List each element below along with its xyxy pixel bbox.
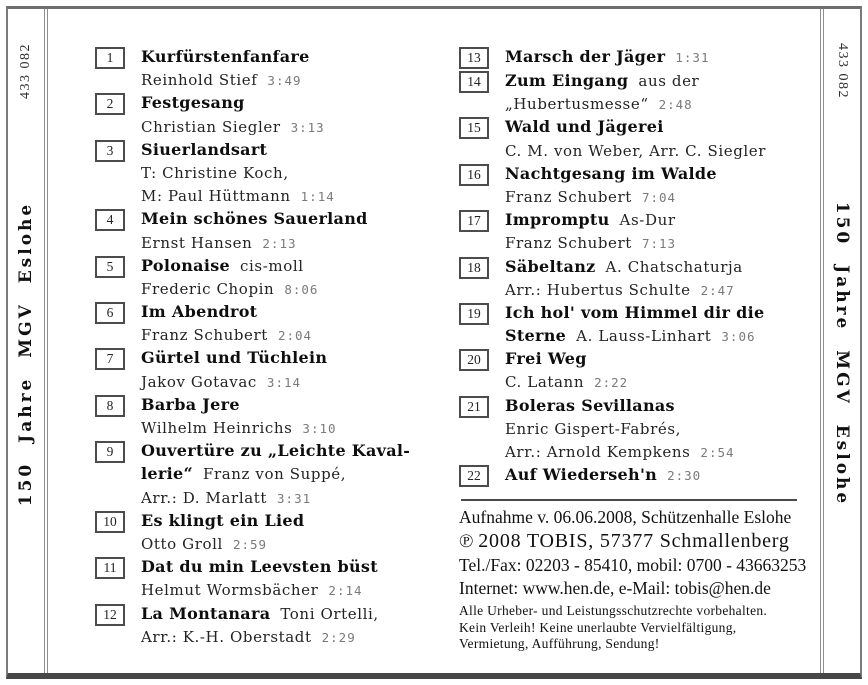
track-credit: cis-moll bbox=[240, 256, 304, 275]
track-duration: 2:54 bbox=[700, 445, 735, 460]
track-title: Zum Eingang bbox=[505, 71, 629, 90]
track-number-cell bbox=[459, 255, 505, 279]
track-title: Sterne bbox=[505, 326, 567, 346]
track-line bbox=[141, 346, 459, 369]
track-duration: 2:47 bbox=[700, 282, 735, 298]
track-credit: Enric Gispert-Fabrés, bbox=[505, 419, 682, 438]
track-text bbox=[141, 300, 459, 346]
track-line bbox=[505, 185, 829, 208]
track-line bbox=[141, 486, 459, 509]
track-line bbox=[141, 300, 459, 323]
track-text bbox=[505, 255, 829, 301]
track-title: Dat du min Leevsten büst bbox=[141, 557, 378, 577]
track-number-cell bbox=[95, 602, 141, 626]
track-credit: Arr.: D. Marlatt bbox=[141, 488, 268, 507]
track-text bbox=[141, 207, 459, 253]
track-duration: 3:31 bbox=[277, 490, 312, 506]
track-credit: Toni Ortelli, bbox=[280, 604, 379, 623]
track-line bbox=[505, 115, 829, 138]
track-entry bbox=[95, 91, 459, 137]
track-text bbox=[141, 439, 459, 509]
track-text bbox=[141, 602, 459, 648]
track-credit: Jakov Gotavac bbox=[141, 372, 257, 391]
track-line bbox=[141, 115, 459, 138]
track-number-cell bbox=[459, 69, 505, 93]
track-number-cell bbox=[95, 207, 141, 231]
track-number: 21 bbox=[459, 396, 489, 418]
track-title: Im Abendrot bbox=[141, 302, 258, 322]
track-line bbox=[505, 139, 829, 162]
track-entry bbox=[459, 394, 829, 464]
track-credit: Franz Schubert bbox=[141, 326, 268, 345]
track-entry bbox=[459, 45, 829, 69]
track-line bbox=[141, 138, 459, 161]
track-line bbox=[505, 324, 829, 347]
track-line bbox=[505, 92, 829, 115]
track-line bbox=[141, 207, 459, 230]
track-number-cell bbox=[459, 115, 505, 139]
track-entry bbox=[459, 301, 829, 347]
track-line bbox=[505, 417, 829, 440]
track-text bbox=[141, 393, 459, 439]
track-line bbox=[505, 463, 829, 486]
track-entry bbox=[95, 509, 459, 555]
spine-title-left: 150 Jahre MGV Eslohe bbox=[16, 202, 36, 507]
track-entry bbox=[459, 69, 829, 115]
track-number: 22 bbox=[459, 465, 489, 487]
track-duration: 8:06 bbox=[284, 281, 319, 297]
track-number: 17 bbox=[459, 210, 489, 232]
track-credit: Arr.: K.-H. Oberstadt bbox=[141, 627, 312, 646]
track-line bbox=[141, 91, 459, 114]
spine-title-right: 150 Jahre MGV Eslohe bbox=[832, 202, 852, 507]
track-text bbox=[505, 115, 829, 161]
track-list-right bbox=[459, 45, 829, 487]
track-duration: 1:31 bbox=[675, 50, 710, 65]
publisher-info bbox=[459, 529, 831, 554]
track-number-cell bbox=[95, 91, 141, 115]
track-title: Siuerlandsart bbox=[141, 139, 268, 159]
track-credit: Franz von Suppé, bbox=[202, 465, 347, 484]
track-number: 3 bbox=[95, 140, 125, 162]
track-duration: 2:48 bbox=[658, 97, 693, 113]
track-title: Ich hol' vom Himmel dir die bbox=[505, 302, 765, 322]
track-line bbox=[505, 69, 829, 92]
track-credit: M: Paul Hüttmann bbox=[141, 187, 291, 206]
track-line bbox=[141, 231, 459, 254]
track-number: 19 bbox=[459, 303, 489, 325]
track-number-cell bbox=[95, 346, 141, 370]
catalog-number-right: 433 082 bbox=[835, 43, 850, 99]
track-line bbox=[141, 555, 459, 578]
track-number-cell bbox=[95, 555, 141, 579]
track-line bbox=[141, 184, 459, 207]
track-line bbox=[505, 208, 829, 231]
track-title: Ouvertüre zu „Leichte Kaval- bbox=[141, 441, 411, 461]
track-line bbox=[505, 440, 829, 463]
track-credit: „Hubertusmesse“ bbox=[505, 95, 649, 114]
track-text bbox=[141, 346, 459, 392]
track-line bbox=[141, 254, 459, 277]
track-text bbox=[505, 394, 829, 464]
track-credit: Christian Siegler bbox=[141, 117, 281, 136]
track-number-cell bbox=[459, 463, 505, 487]
track-line bbox=[505, 370, 829, 393]
rights-notice bbox=[459, 603, 831, 653]
track-number: 9 bbox=[95, 441, 125, 463]
track-number-cell bbox=[459, 162, 505, 186]
track-number: 2 bbox=[95, 93, 125, 115]
track-list-left bbox=[95, 45, 459, 648]
track-duration: 7:04 bbox=[641, 189, 677, 205]
track-credit: Frederic Chopin bbox=[141, 279, 275, 298]
track-number: 16 bbox=[459, 164, 489, 186]
track-duration: 2:30 bbox=[667, 468, 702, 484]
track-line bbox=[141, 393, 459, 416]
track-duration: 2:29 bbox=[321, 629, 356, 645]
track-number: 14 bbox=[459, 71, 489, 93]
track-line bbox=[505, 278, 829, 301]
track-entry bbox=[95, 138, 459, 208]
track-line bbox=[141, 370, 459, 393]
track-number: 1 bbox=[95, 47, 125, 69]
track-line bbox=[505, 231, 829, 254]
track-entry bbox=[459, 255, 829, 301]
track-line bbox=[141, 68, 459, 91]
track-line bbox=[141, 602, 459, 625]
track-title: Auf Wiederseh'n bbox=[505, 465, 658, 485]
phone-info: Tel./Fax: 02203 - 85410, mobil: 0700 - 43663253 bbox=[459, 555, 807, 575]
track-line bbox=[141, 532, 459, 555]
track-number-cell bbox=[459, 301, 505, 325]
track-number: 13 bbox=[459, 47, 489, 69]
track-entry bbox=[459, 162, 829, 208]
track-text bbox=[505, 208, 829, 254]
track-entry bbox=[459, 115, 829, 161]
track-number: 20 bbox=[459, 349, 489, 371]
track-title: Nachtgesang im Walde bbox=[505, 163, 717, 183]
track-title: Barba Jere bbox=[141, 394, 240, 414]
track-number: 6 bbox=[95, 302, 125, 324]
track-duration: 3:13 bbox=[290, 119, 325, 135]
track-credit: aus der bbox=[638, 72, 700, 90]
track-title: Säbeltanz bbox=[505, 256, 596, 276]
track-number: 12 bbox=[95, 604, 125, 626]
track-credit: As-Dur bbox=[619, 211, 676, 230]
track-line bbox=[141, 439, 459, 462]
track-duration: 3:49 bbox=[267, 73, 302, 89]
track-number-cell bbox=[95, 300, 141, 324]
track-title: Gürtel und Tüchlein bbox=[141, 348, 328, 368]
track-entry bbox=[95, 254, 459, 300]
track-entry bbox=[95, 602, 459, 648]
track-line bbox=[505, 255, 829, 278]
track-title: La Montanara bbox=[141, 603, 271, 623]
rights-line: Vermietung, Aufführung, Sendung! bbox=[459, 636, 660, 651]
left-spine bbox=[8, 9, 48, 673]
track-title: Marsch der Jäger bbox=[505, 47, 666, 66]
track-text bbox=[505, 347, 829, 393]
track-entry bbox=[95, 439, 459, 509]
track-credit: Arr.: Arnold Kempkens bbox=[505, 443, 691, 461]
track-text bbox=[141, 45, 459, 91]
rights-line: Kein Verleih! Keine unerlaubte Vervielfältigung, bbox=[459, 619, 737, 635]
track-credit: Otto Groll bbox=[141, 534, 223, 553]
track-line bbox=[505, 45, 829, 68]
track-line bbox=[505, 301, 829, 324]
track-line bbox=[141, 161, 459, 184]
track-text bbox=[141, 138, 459, 208]
track-credit: Reinhold Stief bbox=[141, 71, 258, 90]
track-entry bbox=[459, 208, 829, 254]
track-text bbox=[505, 45, 829, 68]
track-title: Frei Weg bbox=[505, 349, 587, 369]
track-credit: Helmut Wormsbächer bbox=[141, 581, 319, 600]
track-number-cell bbox=[459, 208, 505, 232]
track-line bbox=[141, 462, 459, 485]
track-title: Festgesang bbox=[141, 93, 245, 113]
track-credit: A. Chatschaturja bbox=[605, 257, 743, 276]
track-line bbox=[505, 347, 829, 370]
track-duration: 2:04 bbox=[277, 328, 313, 344]
track-duration: 3:10 bbox=[302, 421, 337, 436]
track-title: Kurfürstenfanfare bbox=[141, 47, 310, 66]
track-duration: 7:13 bbox=[641, 236, 677, 252]
publisher-text: 2008 TOBIS, 57377 Schmallenberg bbox=[478, 530, 790, 552]
footer-info bbox=[459, 506, 831, 653]
track-credit: Wilhelm Heinrichs bbox=[141, 419, 293, 437]
track-number: 4 bbox=[95, 209, 125, 231]
track-number: 5 bbox=[95, 256, 125, 278]
catalog-number-left: 433 082 bbox=[18, 43, 33, 99]
track-text bbox=[505, 463, 829, 486]
track-line bbox=[141, 625, 459, 648]
track-text bbox=[505, 301, 829, 347]
track-line bbox=[141, 509, 459, 532]
track-line bbox=[141, 323, 459, 346]
track-duration: 2:22 bbox=[594, 375, 629, 391]
track-text bbox=[505, 69, 829, 115]
track-entry bbox=[95, 555, 459, 601]
track-entry bbox=[95, 207, 459, 253]
track-number-cell bbox=[459, 45, 505, 69]
track-credit: Franz Schubert bbox=[505, 234, 632, 253]
track-number-cell bbox=[459, 347, 505, 371]
track-text bbox=[141, 91, 459, 137]
track-entry bbox=[459, 347, 829, 393]
track-number-cell bbox=[95, 393, 141, 417]
track-duration: 1:14 bbox=[300, 189, 335, 205]
track-line bbox=[141, 416, 459, 439]
track-text bbox=[141, 509, 459, 555]
track-credit: A. Lauss-Linhart bbox=[576, 327, 712, 346]
track-title: Es klingt ein Lied bbox=[141, 510, 305, 530]
track-duration: 2:13 bbox=[262, 235, 297, 251]
track-number: 11 bbox=[95, 557, 125, 579]
track-credit: Arr.: Hubertus Schulte bbox=[505, 280, 691, 299]
track-number: 10 bbox=[95, 511, 125, 533]
track-credit: Franz Schubert bbox=[505, 187, 632, 206]
track-credit: C. Latann bbox=[505, 373, 585, 392]
track-duration: 3:14 bbox=[266, 374, 302, 390]
track-number-cell bbox=[95, 509, 141, 533]
track-entry bbox=[459, 463, 829, 487]
track-number: 8 bbox=[95, 395, 125, 417]
track-entry bbox=[95, 393, 459, 439]
track-number-cell bbox=[95, 254, 141, 278]
track-number-cell bbox=[459, 394, 505, 418]
track-text bbox=[141, 254, 459, 300]
phonogram-icon: ℗ bbox=[459, 531, 475, 552]
track-line bbox=[505, 162, 829, 185]
track-credit: C. M. von Weber, Arr. C. Siegler bbox=[505, 141, 767, 160]
track-line bbox=[141, 45, 459, 68]
track-line bbox=[141, 277, 459, 300]
track-duration: 2:14 bbox=[328, 583, 363, 599]
track-credit: T: Christine Koch, bbox=[141, 163, 289, 182]
track-text bbox=[505, 162, 829, 208]
track-number: 18 bbox=[459, 257, 489, 279]
track-number-cell bbox=[95, 45, 141, 69]
footer-divider bbox=[461, 499, 797, 501]
track-title: Mein schönes Sauerland bbox=[141, 209, 368, 229]
track-number: 15 bbox=[459, 117, 489, 139]
track-number-cell bbox=[95, 439, 141, 463]
track-title: Impromptu bbox=[505, 210, 610, 230]
track-title: Wald und Jägerei bbox=[505, 117, 664, 137]
track-line bbox=[505, 394, 829, 417]
rights-line: Alle Urheber- und Leistungsschutzrechte vorbehalten. bbox=[459, 603, 768, 618]
track-entry bbox=[95, 45, 459, 91]
track-entry bbox=[95, 300, 459, 346]
track-line bbox=[141, 578, 459, 601]
track-duration: 3:06 bbox=[721, 329, 756, 345]
track-number-cell bbox=[95, 138, 141, 162]
track-title: lerie“ bbox=[141, 464, 193, 484]
track-number: 7 bbox=[95, 348, 125, 370]
internet-info: Internet: www.hen.de, e-Mail: tobis@hen.de bbox=[459, 578, 771, 598]
track-title: Polonaise bbox=[141, 255, 230, 275]
track-text bbox=[141, 555, 459, 601]
track-credit: Ernst Hansen bbox=[141, 233, 253, 252]
track-entry bbox=[95, 346, 459, 392]
track-title: Boleras Sevillanas bbox=[505, 395, 675, 415]
recording-info: Aufnahme v. 06.06.2008, Schützenhalle Eslohe bbox=[459, 507, 792, 527]
track-duration: 2:59 bbox=[232, 536, 268, 552]
